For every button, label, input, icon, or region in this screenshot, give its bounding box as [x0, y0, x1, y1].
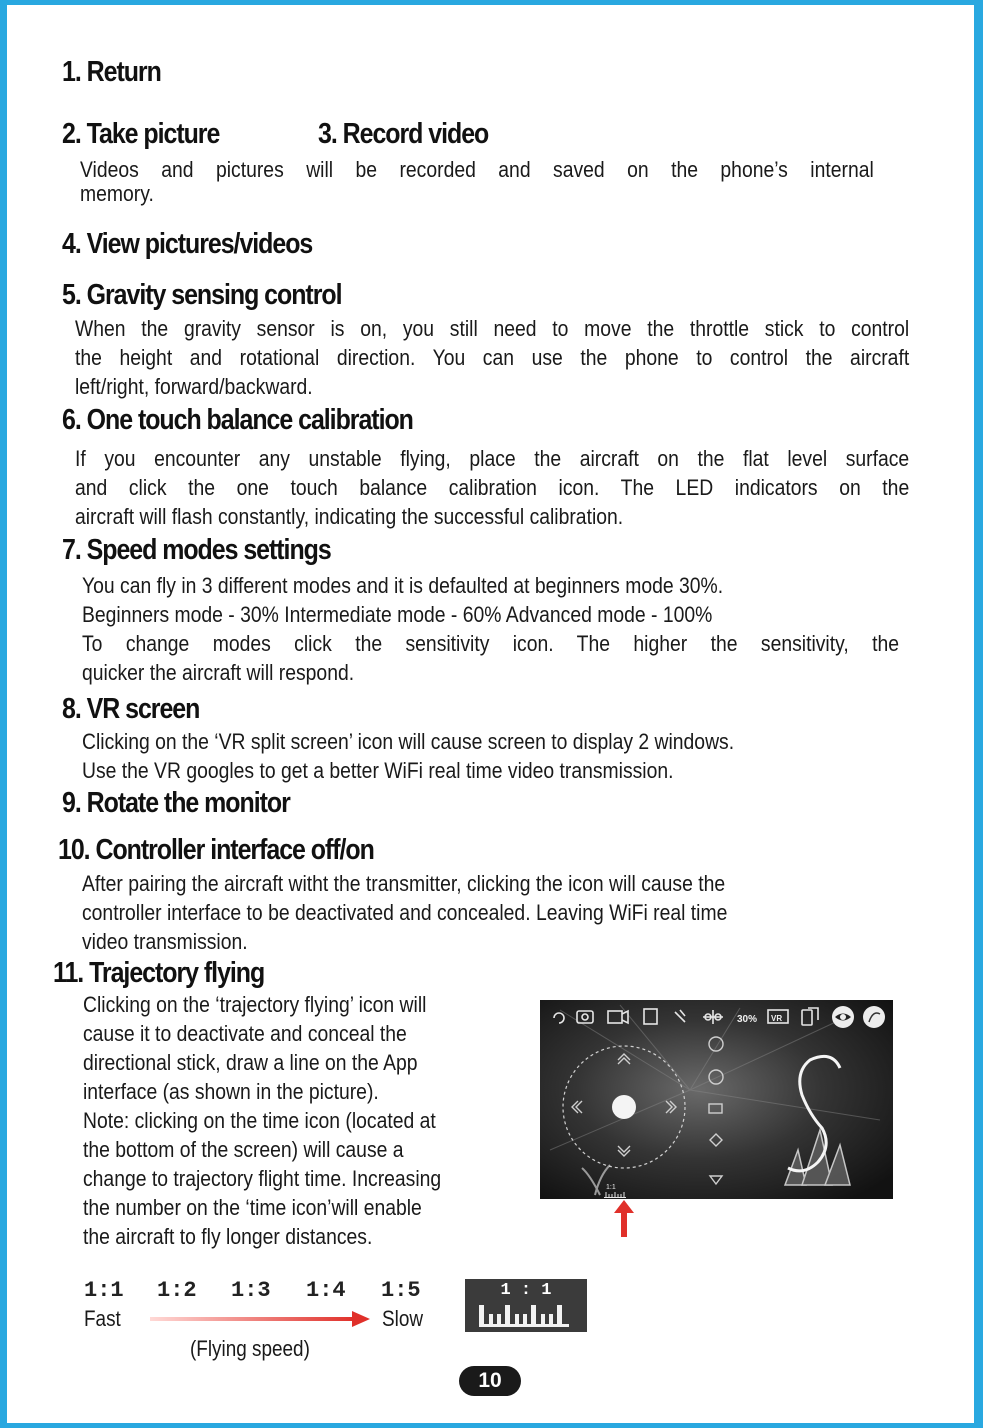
- camera-lens-icon: [582, 1014, 588, 1020]
- heading-calibration: 6. One touch balance calibration: [62, 404, 413, 436]
- pointer-arrow-icon: [613, 1200, 635, 1238]
- ratio-1-1: 1:1: [84, 1278, 124, 1303]
- time-badge: [465, 1279, 587, 1332]
- trajectory-icon: [863, 1006, 885, 1028]
- time-icon-label: 1:1: [606, 1184, 616, 1191]
- app-toolbar: [540, 1000, 893, 1040]
- paragraph-calibration: If you encounter any unstable flying, place the aircraft on the flat level surface and click the one touch balance calibration icon. The LED indicators on the aircraft will flash constantly, indicating the successful calibration.: [75, 446, 910, 529]
- time-ruler-icon: [479, 1305, 573, 1327]
- video-lens-icon: [622, 1011, 628, 1023]
- ratio-1-3: 1:3: [231, 1278, 271, 1303]
- paragraph-speed-modes: You can fly in 3 different modes and it is defaulted at beginners mode 30%. Beginners mode - 30% Intermediate mode - 60% Advanced mode - 100% To change modes click the sensitivity icon. The higher the sensitivity, the quicker the aircraft will respond.: [82, 573, 899, 685]
- fast-label: Fast: [84, 1306, 121, 1331]
- heading-trajectory: 11. Trajectory flying: [53, 957, 265, 989]
- ratio-1-5: 1:5: [381, 1278, 421, 1303]
- page-number: 10: [459, 1366, 521, 1396]
- camera-icon: [577, 1011, 593, 1023]
- heading-speed-modes: 7. Speed modes settings: [62, 534, 331, 566]
- time-badge-ratio: 1 : 1: [500, 1281, 552, 1300]
- ratio-1-4: 1:4: [306, 1278, 346, 1303]
- flying-speed-caption: (Flying speed): [190, 1336, 310, 1361]
- video-icon: [608, 1011, 622, 1023]
- heading-rotate-monitor: 9. Rotate the monitor: [62, 787, 290, 819]
- ratio-1-2: 1:2: [157, 1278, 197, 1303]
- calibration-icon: [703, 1010, 723, 1024]
- paragraph-record: Videos and pictures will be recorded and saved on the phone’s internal memory.: [80, 157, 874, 206]
- return-icon: [554, 1013, 564, 1023]
- paragraph-vr: Clicking on the ‘VR split screen’ icon will cause screen to display 2 windows. Use the VR googles to get a better WiFi real time video transmission.: [82, 729, 735, 783]
- heading-gravity: 5. Gravity sensing control: [62, 279, 342, 311]
- heading-record-video: 3. Record video: [318, 118, 489, 150]
- heading-take-picture: 2. Take picture: [62, 118, 220, 150]
- heading-return: 1. Return: [62, 56, 161, 88]
- app-screenshot: [540, 1000, 893, 1199]
- gallery-icon: [644, 1009, 657, 1024]
- gravity-icon: [675, 1010, 685, 1022]
- speed-gradient-arrow: [150, 1310, 372, 1328]
- heading-view-pictures: 4. View pictures/videos: [62, 228, 313, 260]
- slow-label: Slow: [382, 1306, 424, 1331]
- paragraph-gravity: When the gravity sensor is on, you still need to move the throttle stick to control the height and rotational direction. You can use the phone to control the aircraft left/right, forward/backward.: [75, 316, 910, 399]
- paragraph-controller: After pairing the aircraft witht the transmitter, clicking the icon will cause the controller interface to be deactivated and concealed. Leaving WiFi real time video transmission.: [82, 871, 728, 954]
- rotate-icon: [802, 1010, 812, 1025]
- speed-percent: 30%: [737, 1014, 758, 1025]
- vr-label: VR: [771, 1014, 783, 1023]
- heading-controller-interface: 10. Controller interface off/on: [58, 834, 374, 866]
- paragraph-trajectory: Clicking on the ‘trajectory flying’ icon will cause it to deactivate and conceal the directional stick, draw a line on the App interface (as shown in the picture). Note: clicking on the time icon (located at the bottom of the screen) will cause a change to trajectory flight time. Increasing the number on the ‘time icon’will enable the aircraft to fly longer distances.: [83, 992, 442, 1249]
- heading-vr-screen: 8. VR screen: [62, 693, 200, 725]
